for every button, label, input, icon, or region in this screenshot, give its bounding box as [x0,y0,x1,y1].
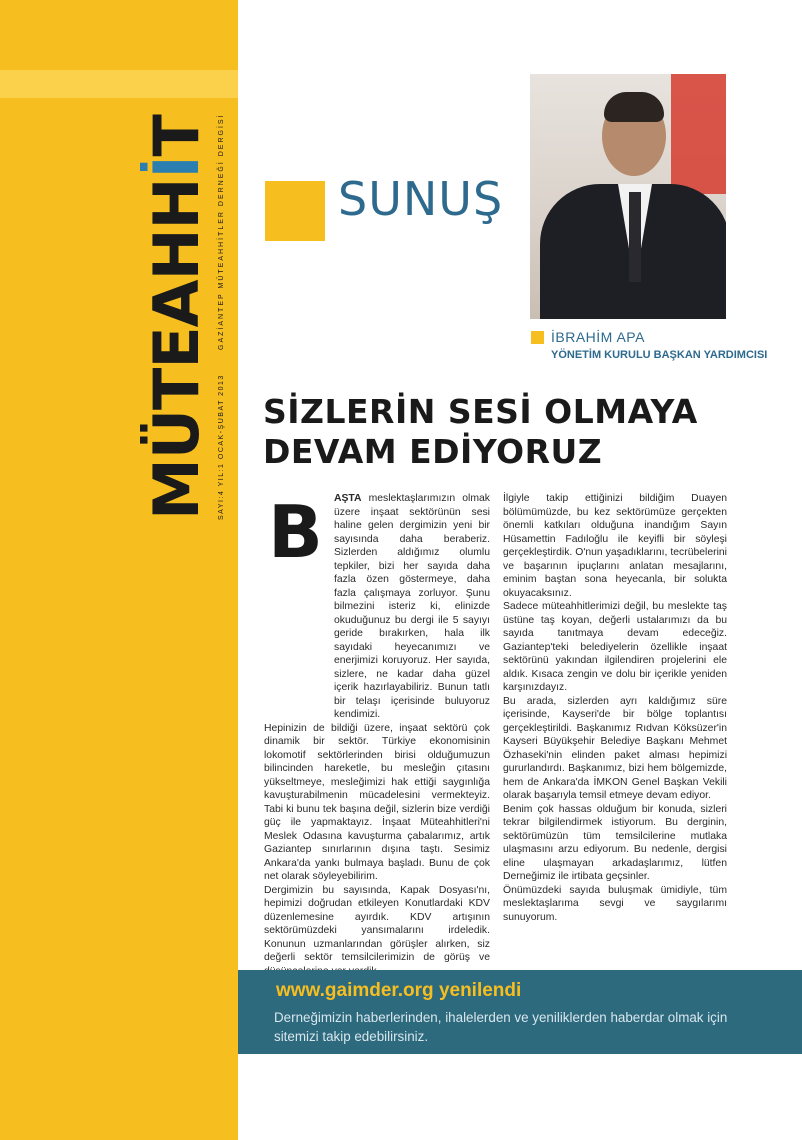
paragraph-2: Hepinizin de bildiği üzere, inşaat sektörü çok dinamik bir sektör. Türkiye ekonomisinin lokomotif sektörlerinden birisi olduğumuzun bilincinden hareketle, bu mesleğin çıtasını yükseltmeye, mesleğimizi hak ettiği saygınlığa kavuşturabilmenin mücadelesini vermekteyiz. Tabi ki bunu tek başına değil, sizlerin bize verdiği güç ile yapmaktayız. İnşaat Müteahhitleri'ni Meslek Odasına kavuşturma çabalarımız, artık Gaziantep sınırlarının dışına taştı. Sesimiz Ankara'da yankı bulmaya başladı. Bunu de çok net olarak söyleyebilirim. [264,722,490,882]
website-link[interactable]: www.gaimder.org yenilendi [276,980,522,1001]
drop-cap: B [268,490,323,574]
sidebar-stripe [0,70,238,98]
paragraph-8: Önümüzdeki sayıda buluşmak ümidiyle, tüm meslektaşlarıma sevgi ve saygılarımı sunuyorum. [503,884,727,923]
masthead-logo: MÜTEAHHİT [140,115,213,520]
section-square [265,181,325,241]
paragraph-5: Sadece müteahhitlerimizi değil, bu meslekte taş üstüne taş koyan, değerli ustalarımızı da bu sayıda tanıtmaya devam edeceğiz. Gaziantep'teki belediyelerin özellikle inşaat sektörünü yakından ilgilendiren projelerini ele aldık. Kısaca zengin ve dolu bir içerikle yeniden karşınızdayız. [503,601,727,693]
headline: SİZLERİN SESİ OLMAYA DEVAM EDİYORUZ [263,392,698,471]
author-square [531,331,544,344]
paragraph-7: Benim çok hassas olduğum bir konuda, sizleri tekrar bilgilendirmek istiyorum. Bu derginin, sektörümüzün tüm temsilcilerine mutlaka ulaşmasını arzu ediyorum. Bu nedenle, dergisi eline ulaşmayan arkadaşlarımız, lütfen Derneğimiz ile irtibata geçsinler. [503,803,727,882]
paragraph-6: Bu arada, sizlerden ayrı kaldığımız süre içerisinde, Kayseri'de bir bölge toplantısı gerçekleştirildi. Başkanımız Rıdvan Köksüzer'in Kayseri Büyükşehir Belediye Başkanı Mehmet Özhaseki'nin elinden paket alması hepimizi gururlandırdı. Başkanımız, bizi hem bölgemizde, hem de Ankara'da İMKON Genel Başkan Vekili olarak başarıyla temsil etmeye devam ediyor. [503,695,727,801]
paragraph-1: AŞTA meslektaşlarımızın olmak üzere inşaat sektörünün sesi haline gelen dergimizin yeni bir sayısında daha beraberiz. Sizlerden aldığımız olumlu tepkiler, bizi her sayıda daha fazla özen göstermeye, daha fazla çalışmaya zorluyor. Şunu bilmezini isteriz ki, elinizde okuduğunuz bu dergi ile 5 sayıyı geride bırakırken, hala ilk sayıdaki heyecanımızı ve enerjimizi koruyoruz. Her sayıda, sizlere, ne kadar daha güzel içerik hazırlayabiliriz. Bunun tatlı bir telaşı içerisinde buluyoruz kendimizi. [334,493,490,720]
sidebar [0,0,238,1140]
author-photo [530,74,726,319]
section-title: SUNUŞ [338,172,504,226]
paragraph-3: Dergimizin bu sayısında, Kapak Dosyası'nı, hepimizi doğrudan etkileyen Konutlardaki KDV düzenlemesine ayırdık. KDV artışının sektörümüzdeki yansımalarını irdeledik. Konunun uzmanlarından görüşler alırken, siz değerli sektör temsilcilerimizin de görüş ve [264,884,490,963]
photo-background [671,74,726,194]
masthead-tagline: GAZİANTEP MÜTEAHHİTLER DERNEĞİ DERGİSİ [218,113,225,350]
paragraph-4: İlgiyle takip ettiğinizi bildiğim Duayen bölümümüzde, bu kez sektörümüze gerçekten önemli katkıları olduğuna inandığım Sayın Hüsamettin Fadıloğlu ile keyifli bir söyleşi gerçekleştirdik. O'nun yaşadıklarını, tecrübelerini ve başarının ipuçlarını anlatan mesajlarını, eminim baştan sona heyecanla, bir solukta okuyacaksınız. [503,493,727,599]
footer-description: Derneğimizin haberlerinden, ihalelerden ve yeniliklerden haberdar olmak için sitemizi takip edebilirsiniz. [274,1010,728,1044]
photo-tie [629,192,641,282]
author-title: YÖNETİM KURULU BAŞKAN YARDIMCISI [551,349,768,361]
photo-hair [604,92,664,122]
author-name: İBRAHİM APA [551,329,645,345]
article-column-1 [264,492,490,978]
footer-banner [238,970,802,1054]
issue-info: SAYI:4 YIL:1 OCAK-ŞUBAT 2013 [218,374,225,520]
article-column-2 [503,492,727,924]
